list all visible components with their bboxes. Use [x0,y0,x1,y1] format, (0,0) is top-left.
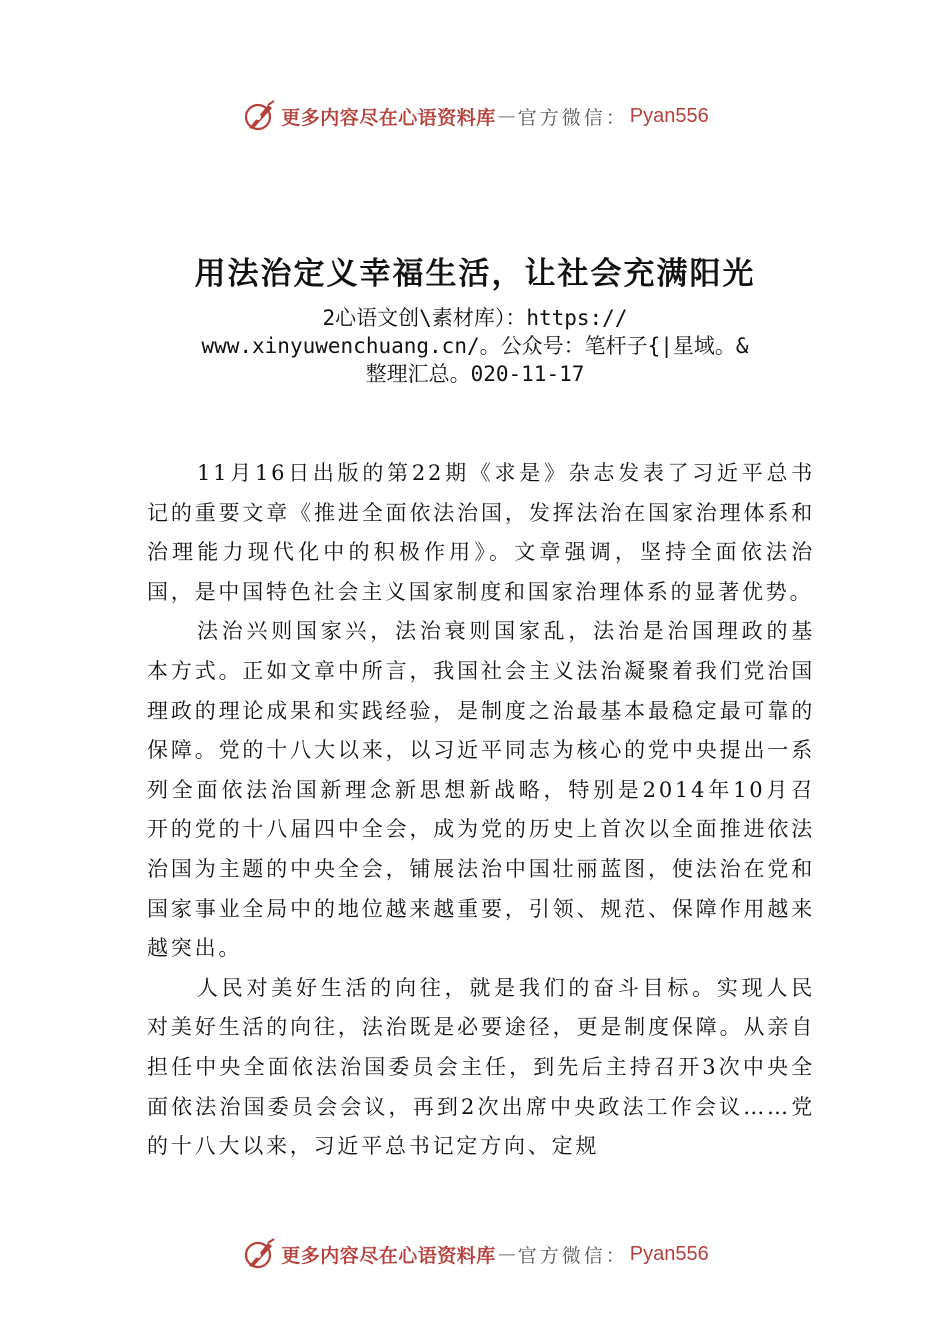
footer-watermark-banner [0,1234,950,1274]
wechat-handle: Pyan556 [629,1242,709,1265]
source-line-3: 整理汇总。020-11-17 [365,362,585,386]
quill-pen-circle-icon [241,1236,277,1272]
source-line-1: 2心语文创\素材库）：https:// [322,306,628,330]
wechat-label: 官方微信： [517,106,628,129]
separator-dash: — [497,105,516,127]
wechat-handle: Pyan556 [629,104,709,127]
article-body [147,454,815,1167]
paragraph: 11月16日出版的第22期《求是》杂志发表了习近平总书记的重要文章《推进全面依法治国，发挥法治在国家治理体系和治理能力现代化中的积极作用》。文章强调，坚持全面依法治国，是中国特色社会主义国家制度和国家治理体系的显著优势。 [147,461,815,604]
paragraph: 法治兴则国家兴，法治衰则国家乱，法治是治国理政的基本方式。正如文章中所言，我国社会主义法治凝聚着我们党治国理政的理论成果和实践经验，是制度之治最基本最稳定最可靠的保障。党的十八大以来，以习近平同志为核心的党中央提出一系列全面依法治国新理念新思想新战略，特别是2014年10月召开的党的十八届四中全会，成为党的历史上首次以全面推进依法治国为主题的中央全会，铺展法治中国壮丽蓝图，使法治在党和国家事业全局中的地位越来越重要，引领、规范、保障作用越来越突出。 [147,619,815,961]
brand-name: 更多内容尽在心语资料库 [281,1244,496,1267]
document-source-info [150,304,800,388]
separator-dash: — [497,1243,516,1265]
paragraph: 人民对美好生活的向往，就是我们的奋斗目标。实现人民对美好生活的向往，法治既是必要途径，更是制度保障。从亲自担任中央全面依法治国委员会主任，到先后主持召开3次中央全面依法治国委员会会议，再到2次出席中央政法工作会议……党的十八大以来，习近平总书记定方向、定规 [147,975,815,1159]
quill-pen-circle-icon [241,98,277,134]
document-title: 用法治定义幸福生活，让社会充满阳光 [194,256,756,292]
brand-name: 更多内容尽在心语资料库 [281,106,496,129]
header-watermark-banner [0,96,950,136]
source-line-2: www.xinyuwenchuang.cn/。公众号：笔杆子{|星域。& [201,334,749,358]
wechat-label: 官方微信： [517,1244,628,1267]
